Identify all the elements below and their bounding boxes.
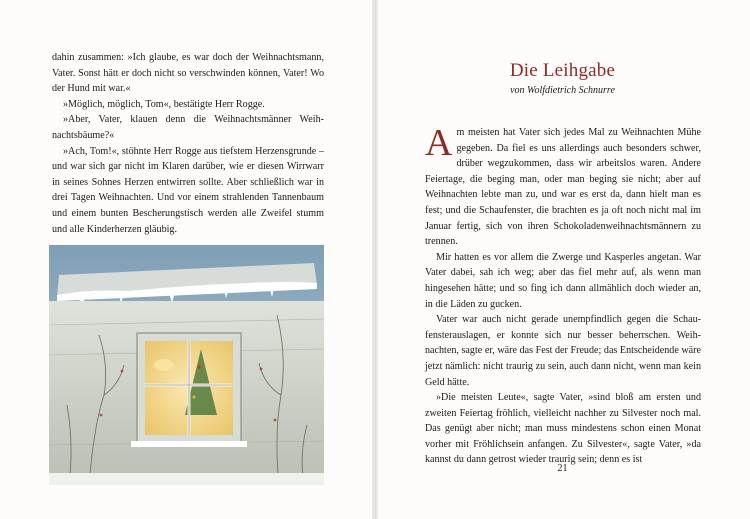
- right-paragraph-1: [425, 122, 701, 250]
- right-paragraph-2: Mir hatten es vor allem die Zwerge und Kasperles angetan. War Vater dabei, sah ich weg; aber das fiel mehr auf, als wenn man hingesehen hätte; und so fing ich dann allmählich doch wieder an, in die Läden zu gucken.: [425, 251, 701, 310]
- left-page-text: [52, 50, 324, 237]
- left-paragraph-2: »Möglich, möglich, Tom«, bestätigte Herr Rogge.: [63, 98, 265, 110]
- right-paragraph-3: Vater war auch nicht gerade unempfindlich gegen die Schaufensterauslagen, er konnte sich nur besser beherrschen. Weihnachten, sagte er, wäre das Fest der Freude; das Entscheidende wäre jetzt nämlich: nicht traurig zu sein, auch dann nicht, wenn man kein Geld hätte.: [425, 314, 701, 388]
- page-number: 21: [557, 463, 568, 474]
- right-paragraph-4: »Die meisten Leute«, sagte Vater, »sind bloß am ersten und zweiten Feiertag fröhlich, vielleicht nachher zu Silvester noch mal. Das genügt aber nicht; man muss mindestens schon einen Monat vorher mit Fröhlichsein anfangen. Zu Silvester«, sagte Vater, »da kannst du dann getrost wieder traurig sein; denn es ist: [425, 392, 701, 466]
- right-page-text: [425, 122, 701, 468]
- drop-cap: A: [425, 122, 453, 164]
- story-byline: von Wolfdietrich Schnurre: [510, 85, 615, 96]
- left-paragraph-3: »Aber, Vater, klauen denn die Weihnachtsmänner Weihnachtsbäume?«: [52, 114, 324, 141]
- left-paragraph-1: dahin zusammen: »Ich glaube, es war doch der Weihnachtsmann, Vater. Sonst hätt er doch nicht so verschwinden können, Vater! Wo der Hund mit war.«: [52, 52, 324, 95]
- story-title: Die Leihgabe: [509, 60, 616, 81]
- right-paragraph-1-text: m meisten hat Vater sich jedes Mal zu Weihnachten Mühe gegeben. Da fiel es uns allerdings auch besonders schwer, drüber wegzukommen, dass wir arbeitslos waren. Andere Feiertage, die beging man, oder man beging sie nicht; aber auf Weihnachten lebte man zu, und war es erst da, dann hielt man es fest; und die Schaufenster, die brachten es ja oft noch nicht mal im Januar fertig, sich von ihren Schokoladenweihnachtsmännern zu trennen.: [425, 127, 701, 248]
- left-paragraph-4: »Ach, Tom!«, stöhnte Herr Rogge aus tiefstem Herzensgrunde – und war sich gar nicht im Klaren darüber, wie er diesen Wirrwarr in seines Sohnes Herzen entwirren sollte. Aber schließlich war in drei Tagen Weihnachten. Und vor einem strahlenden Tannenbaum und einem bunten Bescherungstisch werden alle Zweifel stumm und alle Kinderherzen gläubig.: [52, 145, 324, 235]
- winter-window-illustration: [49, 245, 324, 485]
